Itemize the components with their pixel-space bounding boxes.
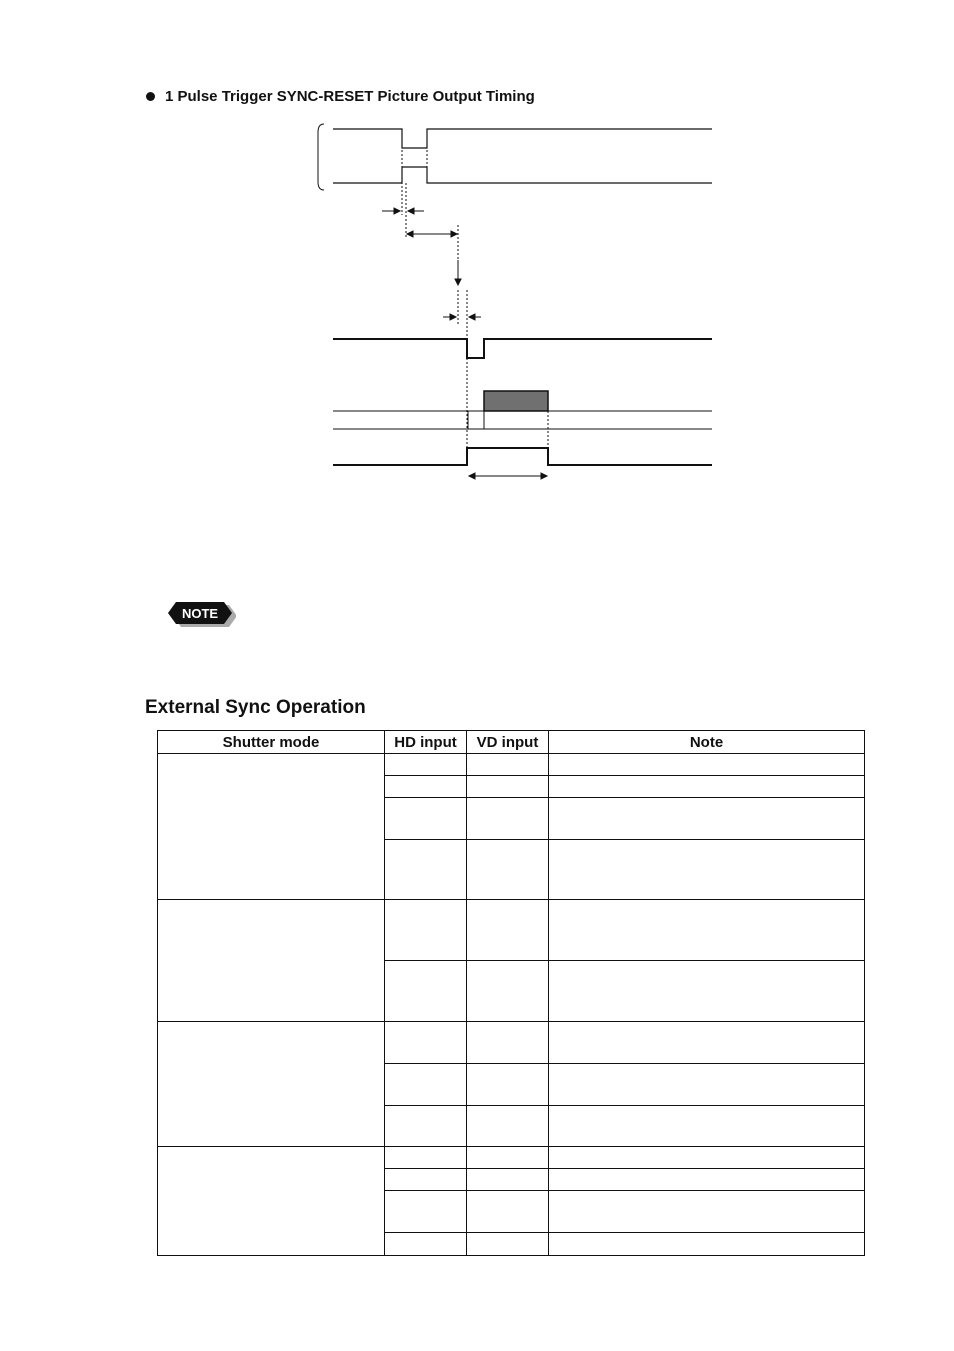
hd-input-cell bbox=[385, 1147, 467, 1169]
note-cell bbox=[549, 776, 865, 798]
hd-input-cell bbox=[385, 798, 467, 840]
shutter-mode-cell bbox=[158, 754, 385, 900]
note-cell bbox=[549, 1064, 865, 1106]
vd-input-cell bbox=[467, 840, 549, 900]
output-waveform bbox=[333, 448, 712, 465]
hd-input-cell bbox=[385, 1106, 467, 1147]
table-row bbox=[158, 1022, 865, 1064]
header-vd-input: VD input bbox=[467, 731, 549, 754]
vd-input-cell bbox=[467, 1106, 549, 1147]
note-cell bbox=[549, 840, 865, 900]
note-icon bbox=[166, 600, 236, 628]
table-body bbox=[158, 754, 865, 1256]
hd-input-cell bbox=[385, 754, 467, 776]
vd-input-cell bbox=[467, 776, 549, 798]
table-row bbox=[158, 900, 865, 961]
hd-input-cell bbox=[385, 961, 467, 1022]
hd-input-cell bbox=[385, 1233, 467, 1256]
hd-input-cell bbox=[385, 1064, 467, 1106]
note-cell bbox=[549, 1022, 865, 1064]
hd-input-cell bbox=[385, 840, 467, 900]
hd-input-cell bbox=[385, 900, 467, 961]
vd-input-cell bbox=[467, 798, 549, 840]
shutter-mode-cell bbox=[158, 1022, 385, 1147]
header-shutter-mode: Shutter mode bbox=[158, 731, 385, 754]
trigger-group-brace bbox=[318, 124, 324, 190]
note-cell bbox=[549, 900, 865, 961]
vd-input-cell bbox=[467, 1169, 549, 1191]
hd-input-cell bbox=[385, 1191, 467, 1233]
note-cell bbox=[549, 1233, 865, 1256]
note-cell bbox=[549, 961, 865, 1022]
vd-input-cell bbox=[467, 1022, 549, 1064]
shutter-mode-cell bbox=[158, 1147, 385, 1256]
note-cell bbox=[549, 1169, 865, 1191]
vd-input-cell bbox=[467, 754, 549, 776]
trigger-waveform-upper bbox=[333, 129, 712, 148]
section-heading: External Sync Operation bbox=[145, 697, 366, 718]
video-out-block bbox=[484, 391, 548, 411]
vd-input-cell bbox=[467, 1233, 549, 1256]
header-hd-input: HD input bbox=[385, 731, 467, 754]
external-sync-table bbox=[157, 730, 865, 1256]
vd-input-cell bbox=[467, 900, 549, 961]
vd-input-cell bbox=[467, 1064, 549, 1106]
vd-waveform bbox=[333, 339, 712, 358]
table-header-row bbox=[158, 731, 865, 754]
note-cell bbox=[549, 1106, 865, 1147]
note-cell bbox=[549, 1147, 865, 1169]
table-row bbox=[158, 754, 865, 776]
vd-input-cell bbox=[467, 1191, 549, 1233]
timing-diagram bbox=[0, 0, 954, 520]
note-cell bbox=[549, 1191, 865, 1233]
vd-input-cell bbox=[467, 961, 549, 1022]
note-cell bbox=[549, 798, 865, 840]
note-label: NOTE bbox=[181, 606, 219, 621]
header-note: Note bbox=[549, 731, 865, 754]
trigger-waveform-lower bbox=[333, 167, 712, 183]
hd-input-cell bbox=[385, 1169, 467, 1191]
shutter-mode-cell bbox=[158, 900, 385, 1022]
hd-input-cell bbox=[385, 776, 467, 798]
timing-title-text: 1 Pulse Trigger SYNC-RESET Picture Output Timing bbox=[165, 88, 535, 105]
note-cell bbox=[549, 754, 865, 776]
table-row bbox=[158, 1147, 865, 1169]
vd-input-cell bbox=[467, 1147, 549, 1169]
hd-input-cell bbox=[385, 1022, 467, 1064]
